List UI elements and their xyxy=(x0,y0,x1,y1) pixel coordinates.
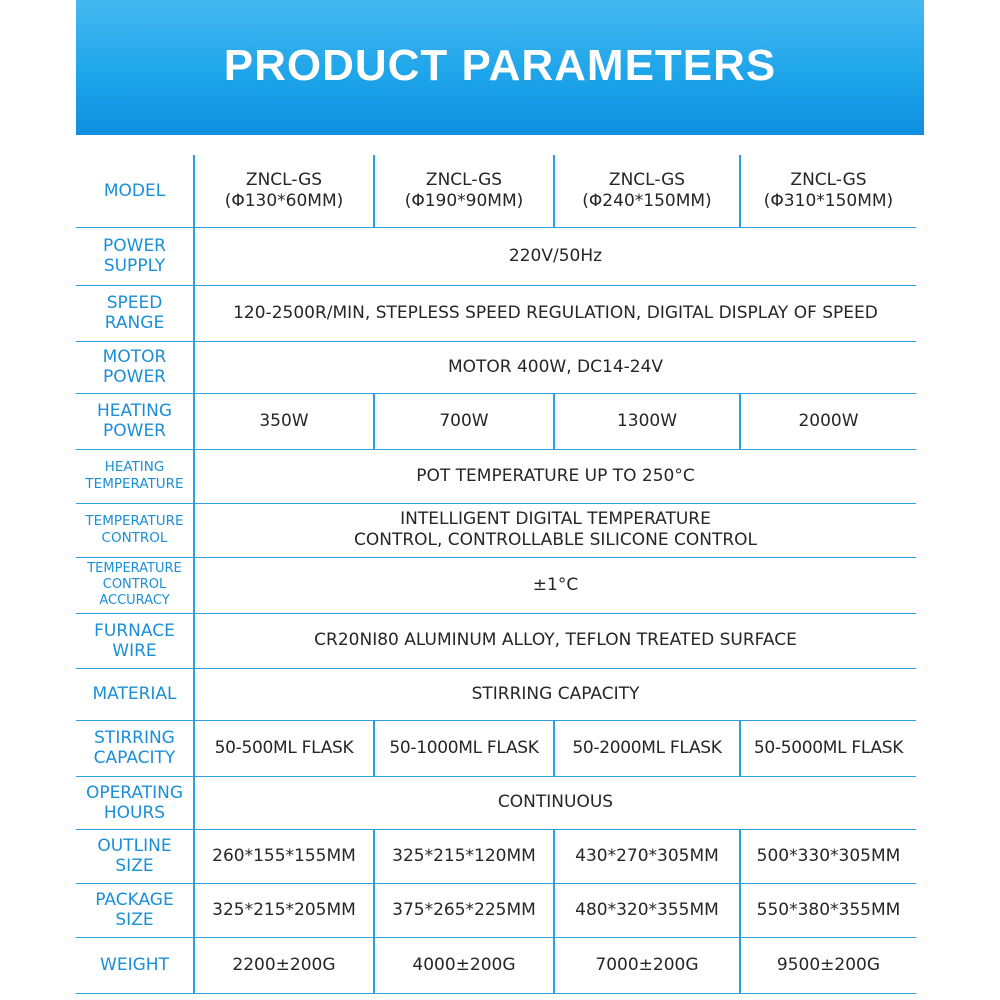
label-line: CONTROL xyxy=(102,577,167,592)
label-line: RANGE xyxy=(104,313,165,333)
label-line: CAPACITY xyxy=(93,748,176,768)
stirring-capacity-value: 50-500ML FLASK xyxy=(194,720,374,776)
temperature-control-value xyxy=(194,503,916,557)
model-name: ZNCL-GS xyxy=(425,169,503,190)
power-supply-value: 220V/50Hz xyxy=(194,227,916,285)
label-line: TEMPERATURE xyxy=(85,513,184,529)
label-line: SIZE xyxy=(115,910,154,930)
label-line: SIZE xyxy=(115,856,154,876)
heating-temperature-value: POT TEMPERATURE UP TO 250°C xyxy=(194,449,916,503)
table-row-outline-size xyxy=(76,829,916,883)
table-row-material xyxy=(76,668,916,720)
material-value: STIRRING CAPACITY xyxy=(194,668,916,720)
value-line: CONTROL, CONTROLLABLE SILICONE CONTROL xyxy=(353,530,758,550)
stirring-capacity-value: 50-5000ML FLASK xyxy=(740,720,916,776)
outline-size-value: 325*215*120MM xyxy=(374,829,554,883)
label-line: TEMPERATURE xyxy=(85,476,184,492)
weight-value: 7000±200G xyxy=(554,937,740,993)
label-line: SPEED xyxy=(106,293,163,313)
row-label-model: MODEL xyxy=(76,155,194,227)
label-line: POWER xyxy=(103,236,166,256)
model-cell xyxy=(194,155,374,227)
row-label-speed-range xyxy=(76,285,194,341)
label-line: STIRRING xyxy=(94,728,175,748)
row-label-temperature-control-accuracy xyxy=(76,557,194,613)
model-name: ZNCL-GS xyxy=(608,169,686,190)
table-row-temperature-control xyxy=(76,503,916,557)
weight-value: 9500±200G xyxy=(740,937,916,993)
model-cell xyxy=(740,155,916,227)
table-row-model xyxy=(76,155,916,227)
outline-size-value: 500*330*305MM xyxy=(740,829,916,883)
heating-power-value: 350W xyxy=(194,393,374,449)
table-row-stirring-capacity xyxy=(76,720,916,776)
model-cell xyxy=(374,155,554,227)
model-name: ZNCL-GS xyxy=(245,169,323,190)
stirring-capacity-value: 50-1000ML FLASK xyxy=(374,720,554,776)
table-row-speed-range xyxy=(76,285,916,341)
table-row-temperature-control-accuracy xyxy=(76,557,916,613)
label-line: MOTOR xyxy=(102,347,167,367)
label-line: ACCURACY xyxy=(99,593,170,608)
heating-power-value: 2000W xyxy=(740,393,916,449)
model-spec: (Φ190*90MM) xyxy=(404,190,524,211)
label-line: HOURS xyxy=(103,802,166,823)
row-label-stirring-capacity xyxy=(76,720,194,776)
row-label-operating-hours xyxy=(76,776,194,829)
model-spec: (Φ130*60MM) xyxy=(224,190,344,211)
stirring-capacity-value: 50-2000ML FLASK xyxy=(554,720,740,776)
label-line: PACKAGE xyxy=(95,890,174,910)
label-line: FURNACE xyxy=(94,620,175,641)
heating-power-value: 700W xyxy=(374,393,554,449)
model-name: ZNCL-GS xyxy=(790,169,867,190)
model-spec: (Φ310*150MM) xyxy=(763,190,894,211)
label-line: TEMPERATURE xyxy=(87,561,182,576)
label-line: POWER xyxy=(103,367,166,387)
row-label-motor-power xyxy=(76,341,194,393)
heating-power-value: 1300W xyxy=(554,393,740,449)
weight-value: 4000±200G xyxy=(374,937,554,993)
row-label-material: MATERIAL xyxy=(76,668,194,720)
label-line: CONTROL xyxy=(101,530,168,546)
outline-size-value: 260*155*155MM xyxy=(194,829,374,883)
table-row-package-size xyxy=(76,883,916,937)
label-line: OUTLINE xyxy=(97,836,172,856)
table-row-heating-temperature xyxy=(76,449,916,503)
table-row-power-supply xyxy=(76,227,916,285)
table-row-heating-power xyxy=(76,393,916,449)
operating-hours-value: CONTINUOUS xyxy=(194,776,916,829)
header-banner xyxy=(76,0,924,135)
label-line: WIRE xyxy=(112,640,157,661)
value-line: INTELLIGENT DIGITAL TEMPERATURE xyxy=(400,509,711,529)
row-label-temperature-control xyxy=(76,503,194,557)
row-label-package-size xyxy=(76,883,194,937)
speed-range-value: 120-2500R/MIN, STEPLESS SPEED REGULATION, DIGITAL DISPLAY OF SPEED xyxy=(194,285,916,341)
model-spec: (Φ240*150MM) xyxy=(582,190,712,211)
package-size-value: 325*215*205MM xyxy=(194,883,374,937)
row-label-outline-size xyxy=(76,829,194,883)
table-row-motor-power xyxy=(76,341,916,393)
package-size-value: 375*265*225MM xyxy=(374,883,554,937)
parameters-table xyxy=(76,155,916,994)
package-size-value: 480*320*355MM xyxy=(554,883,740,937)
row-label-heating-power xyxy=(76,393,194,449)
table-row-furnace-wire xyxy=(76,613,916,668)
page-title: PRODUCT PARAMETERS xyxy=(223,40,777,90)
row-label-furnace-wire xyxy=(76,613,194,668)
label-line: HEATING xyxy=(104,459,165,475)
label-line: POWER xyxy=(103,421,166,441)
label-line: OPERATING xyxy=(85,782,184,803)
label-line: SUPPLY xyxy=(103,256,166,276)
model-cell xyxy=(554,155,740,227)
table-row-operating-hours xyxy=(76,776,916,829)
weight-value: 2200±200G xyxy=(194,937,374,993)
motor-power-value: MOTOR 400W, DC14-24V xyxy=(194,341,916,393)
row-label-weight: WEIGHT xyxy=(76,937,194,993)
row-label-heating-temperature xyxy=(76,449,194,503)
furnace-wire-value: CR20NI80 ALUMINUM ALLOY, TEFLON TREATED SURFACE xyxy=(194,613,916,668)
temperature-control-accuracy-value: ±1°C xyxy=(194,557,916,613)
row-label-power-supply xyxy=(76,227,194,285)
outline-size-value: 430*270*305MM xyxy=(554,829,740,883)
package-size-value: 550*380*355MM xyxy=(740,883,916,937)
table-row-weight xyxy=(76,937,916,993)
label-line: HEATING xyxy=(96,401,173,421)
